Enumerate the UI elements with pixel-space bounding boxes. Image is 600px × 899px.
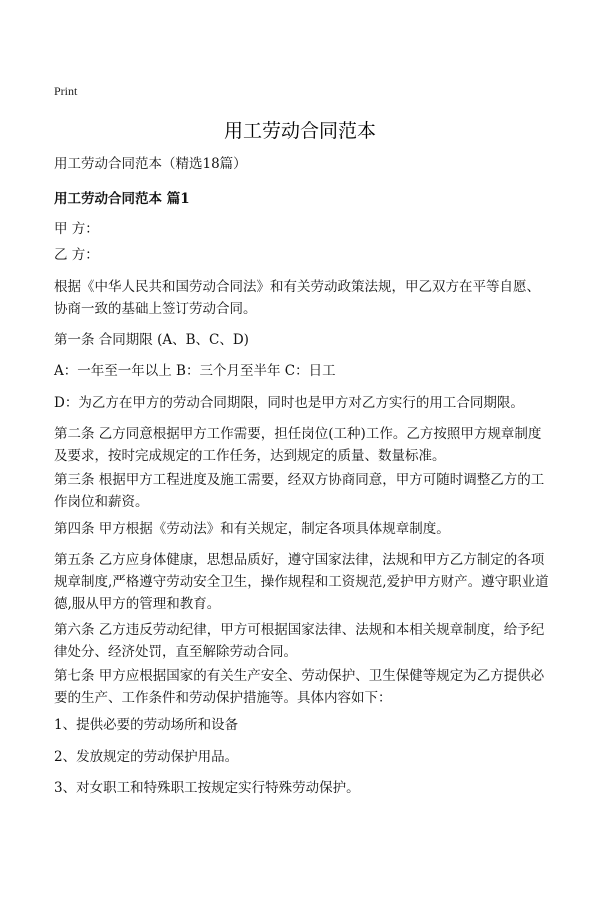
article-6-paragraph: 第六条 乙方违反劳动纪律，甲方可根据国家法律、法规和本相关规章制度，给予纪律处分、经济处罚，直至解除劳动合同。 bbox=[54, 622, 545, 660]
preamble-paragraph: 根据《中华人民共和国劳动合同法》和有关劳动政策法规，甲乙双方在平等自愿、协商一致的基础上签订劳动合同。 bbox=[54, 279, 540, 317]
article-1-options: A：一年至一年以上 B：三个月至半年 C：日工 bbox=[54, 363, 336, 379]
party-b-line: 乙 方： bbox=[54, 247, 99, 263]
article-1-heading: 第一条 合同期限 (A、B、C、D) bbox=[54, 332, 249, 348]
article-5-paragraph: 第五条 乙方应身体健康，思想品质好，遵守国家法律，法规和甲方乙方制定的各项规章制度,严格遵守劳动安全卫生，操作规程和工资规范,爱护甲方财产。遵守职业道德,服从甲方的管理和教育。 bbox=[54, 552, 549, 612]
article-1-option-d: D：为乙方在甲方的劳动合同期限，同时也是甲方对乙方实行的用工合同期限。 bbox=[54, 395, 524, 411]
article-7-paragraph: 第七条 甲方应根据国家的有关生产安全、劳动保护、卫生保健等规定为乙方提供必要的生产、工作条件和劳动保护措施等。具体内容如下： bbox=[54, 668, 545, 706]
document-title: 用工劳动合同范本 bbox=[223, 120, 376, 142]
list-item-2: 2、发放规定的劳动保护用品。 bbox=[54, 749, 239, 765]
section-heading: 用工劳动合同范本 篇1 bbox=[54, 191, 190, 207]
party-a-line: 甲 方： bbox=[54, 221, 99, 237]
article-4-paragraph: 第四条 甲方根据《劳动法》和有关规定，制定各项具体规章制度。 bbox=[54, 521, 450, 537]
list-item-1: 1、提供必要的劳动场所和设备 bbox=[54, 717, 239, 733]
list-item-3: 3、对女职工和特殊职工按规定实行特殊劳动保护。 bbox=[54, 780, 360, 796]
article-3-paragraph: 第三条 根据甲方工程进度及施工需要，经双方协商同意，甲方可随时调整乙方的工作岗位和薪资。 bbox=[54, 472, 545, 510]
print-label: Print bbox=[54, 84, 78, 98]
article-2-paragraph: 第二条 乙方同意根据甲方工作需要，担任岗位(工种)工作。乙方按照甲方规章制度及要求，按时完成规定的工作任务，达到规定的质量、数量标准。 bbox=[54, 426, 542, 464]
document-subtitle: 用工劳动合同范本（精选18篇） bbox=[54, 156, 247, 172]
